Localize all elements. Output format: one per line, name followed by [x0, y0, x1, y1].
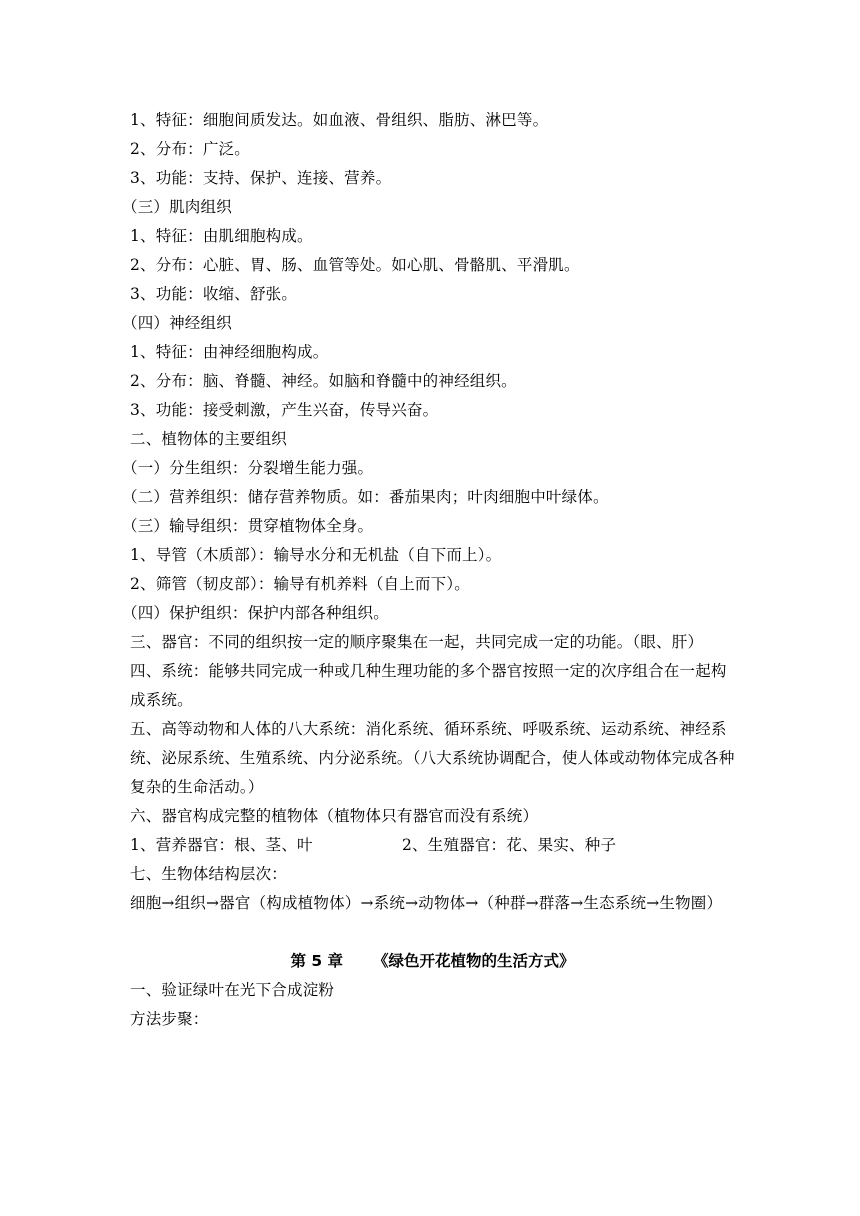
- paragraph-hierarchy: 细胞→组织→器官（构成植物体）→系统→动物体→（种群→群落→生态系统→生物圈）: [130, 894, 723, 912]
- text-line: 方法步聚：: [130, 1010, 209, 1028]
- text-line: （二）营养组织：储存营养物质。如：番茄果肉；叶肉细胞中叶绿体。: [122, 488, 609, 506]
- text-line: （三）输导组织：贯穿植物体全身。: [122, 517, 374, 535]
- section-heading: （三）肌肉组织: [122, 198, 232, 216]
- text-line: 1、特征：由神经细胞构成。: [130, 343, 329, 361]
- section-heading: 七、生物体结构层次：: [130, 865, 288, 883]
- document-body: [122, 106, 735, 1034]
- text-line: 3、功能：接受刺激，产生兴奋，传导兴奋。: [130, 401, 439, 419]
- chapter-title: 《绿色开花植物的生活方式》: [373, 952, 575, 970]
- text-line: 1、导管（木质部）：输导水分和无机盐（自下而上）。: [130, 546, 502, 564]
- text-line: 1、特征：由肌细胞构成。: [130, 227, 313, 245]
- text-line: 2、分布：广泛。: [130, 140, 250, 158]
- paragraph-system: 四、系统：能够共同完成一种或几种生理功能的多个器官按照一定的次序组合在一起构成系统。: [130, 662, 727, 709]
- reproductive-organs: 2、生殖器官：花、果实、种子: [402, 836, 617, 854]
- text-line: 3、功能：收缩、舒张。: [130, 285, 298, 303]
- section-heading: 一、验证绿叶在光下合成淀粉: [130, 981, 335, 999]
- section-heading: （四）神经组织: [122, 314, 232, 332]
- text-line: （一）分生组织：分裂增生能力强。: [122, 459, 374, 477]
- text-line: （四）保护组织：保护内部各种组织。: [122, 604, 389, 622]
- blank-line: [130, 918, 735, 947]
- section-heading: 二、植物体的主要组织: [130, 430, 288, 448]
- text-line: 3、功能：支持、保护、连接、营养。: [130, 169, 392, 187]
- section-heading: 六、器官构成完整的植物体（植物体只有器官而没有系统）: [130, 807, 539, 825]
- text-line: 2、筛管（韧皮部）：输导有机养料（自上而下）。: [130, 575, 470, 593]
- text-line: 1、特征：细胞间质发达。如血液、骨组织、脂肪、淋巴等。: [130, 111, 549, 129]
- text-line: 2、分布：脑、脊髓、神经。如脑和脊髓中的神经组织。: [130, 372, 517, 390]
- vegetative-organs: 1、营养器官：根、茎、叶: [130, 836, 313, 854]
- chapter-heading: [130, 947, 735, 976]
- paragraph-organ: 三、器官：不同的组织按一定的顺序聚集在一起，共同完成一定的功能。（眼、肝）: [130, 633, 704, 651]
- paragraph-eight-systems: 五、高等动物和人体的八大系统：消化系统、循环系统、呼吸系统、运动系统、神经系统、泌尿系统、生殖系统、内分泌系统。（八大系统协调配合，使人体或动物体完成各种复杂的生命活动。）: [130, 720, 735, 796]
- chapter-number: 第 5 章: [290, 952, 344, 970]
- text-line: 2、分布：心脏、胃、肠、血管等处。如心肌、骨骼肌、平滑肌。: [130, 256, 580, 274]
- organs-row: [130, 831, 735, 860]
